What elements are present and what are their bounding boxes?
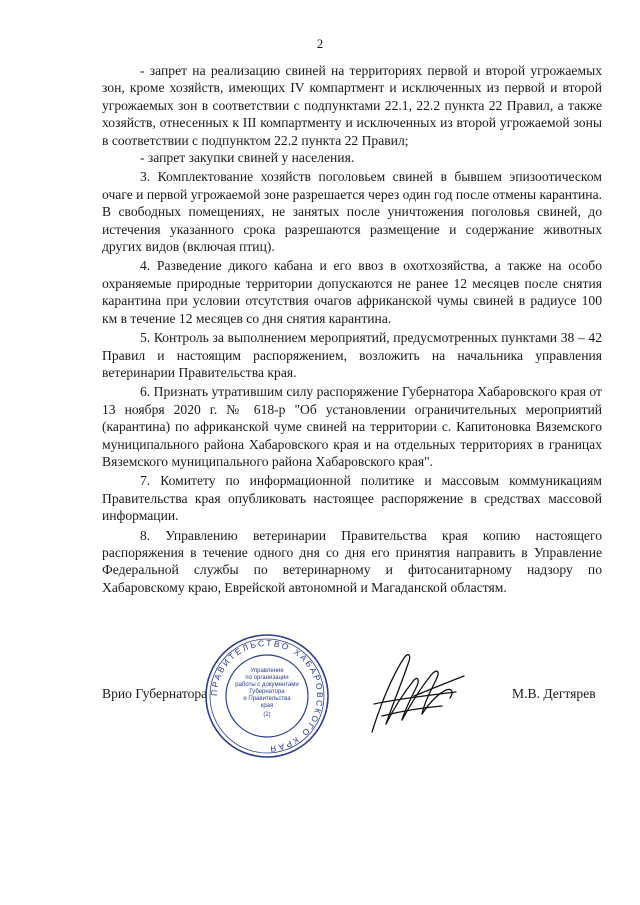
svg-text:и Правительства: и Правительства [243, 696, 291, 702]
paragraph-item-7: 7. Комитету по информационной политике и массовым коммуникациям Правительства края опубликовать настоящее распоряжение в средствах массовой информации. [102, 473, 602, 524]
handwritten-signature [352, 646, 472, 742]
signature-block [0, 637, 640, 760]
svg-text:работы с документами: работы с документами [235, 682, 299, 688]
paragraph-pig-purchase-ban: - запрет закупки свиней у населения. [140, 150, 355, 166]
signer-name: М.В. Дегтярев [512, 686, 596, 701]
svg-text:(2): (2) [263, 712, 271, 718]
signer-position: Врио Губернатора [102, 686, 208, 701]
paragraph-item-4: 4. Разведение дикого кабана и его ввоз в охотхозяйства, а также на особо охраняемые природные территории допускаются не ранее 12 месяцев после снятия карантина при условии отсутствия очагов африканской чумы свиней в радиусе 100 км в течение 12 месяцев со дня снятия карантина. [102, 258, 602, 326]
page-number: 2 [316, 36, 324, 51]
official-seal-stamp [203, 632, 331, 760]
svg-text:края: края [260, 703, 274, 709]
svg-text:Управление: Управление [250, 668, 284, 674]
document-body [102, 62, 602, 596]
svg-text:ПРАВИТЕЛЬСТВО ХАБАРОВСКОГО КРА: ПРАВИТЕЛЬСТВО ХАБАРОВСКОГО КРАЯ [208, 637, 326, 755]
paragraph-pig-sale-ban: - запрет на реализацию свиней на территориях первой и второй угрожаемых зон, кроме хозяйств, имеющих IV компартмент и исключенных из первой и второй угрожаемых зон в соответствии с подпунктами 22.1, 22.2 пункта 22 Правил, а также хозяйств, отнесенных к III компартменту и исключенных из второй угрожаемой зоны в соответствии с подпунктом 22.2 пункта 22 Правил; [102, 63, 602, 148]
paragraph-item-8: 8. Управлению ветеринарии Правительства края копию настоящего распоряжения в течение одного дня со дня его принятия направить в Управление Федеральной службы по ветеринарному и фитосанитарному надзору по Хабаровскому краю, Еврейской автономной и Магаданской областям. [102, 527, 602, 595]
paragraph-item-5: 5. Контроль за выполнением мероприятий, предусмотренных пунктами 38 – 42 Правил и настоящим распоряжением, возложить на начальника управления ветеринарии Правительства края. [102, 330, 602, 380]
paragraph-item-3: 3. Комплектование хозяйств поголовьем свиней в бывшем эпизоотическом очаге и первой угрожаемой зоне разрешается через один год после отмены карантина. В свободных помещениях, не занятых после уничтожения поголовья свиней, до истечения указанного срока разрешаются размещение и содержание животных других видов (включая птиц). [102, 169, 603, 255]
paragraph-item-6: 6. Признать утратившим силу распоряжение Губернатора Хабаровского края от 13 ноября 2020 г. № 618-р "Об установлении ограничительных мероприятий (карантина) по африканской чуме свиней на территории с. Капитоновка Вяземского муниципального района Хабаровского края и на отдельных территориях в границах Вяземского муниципального района Хабаровского края". [102, 384, 602, 469]
svg-text:Губернатора: Губернатора [249, 689, 285, 695]
svg-text:по организации: по организации [245, 675, 289, 681]
